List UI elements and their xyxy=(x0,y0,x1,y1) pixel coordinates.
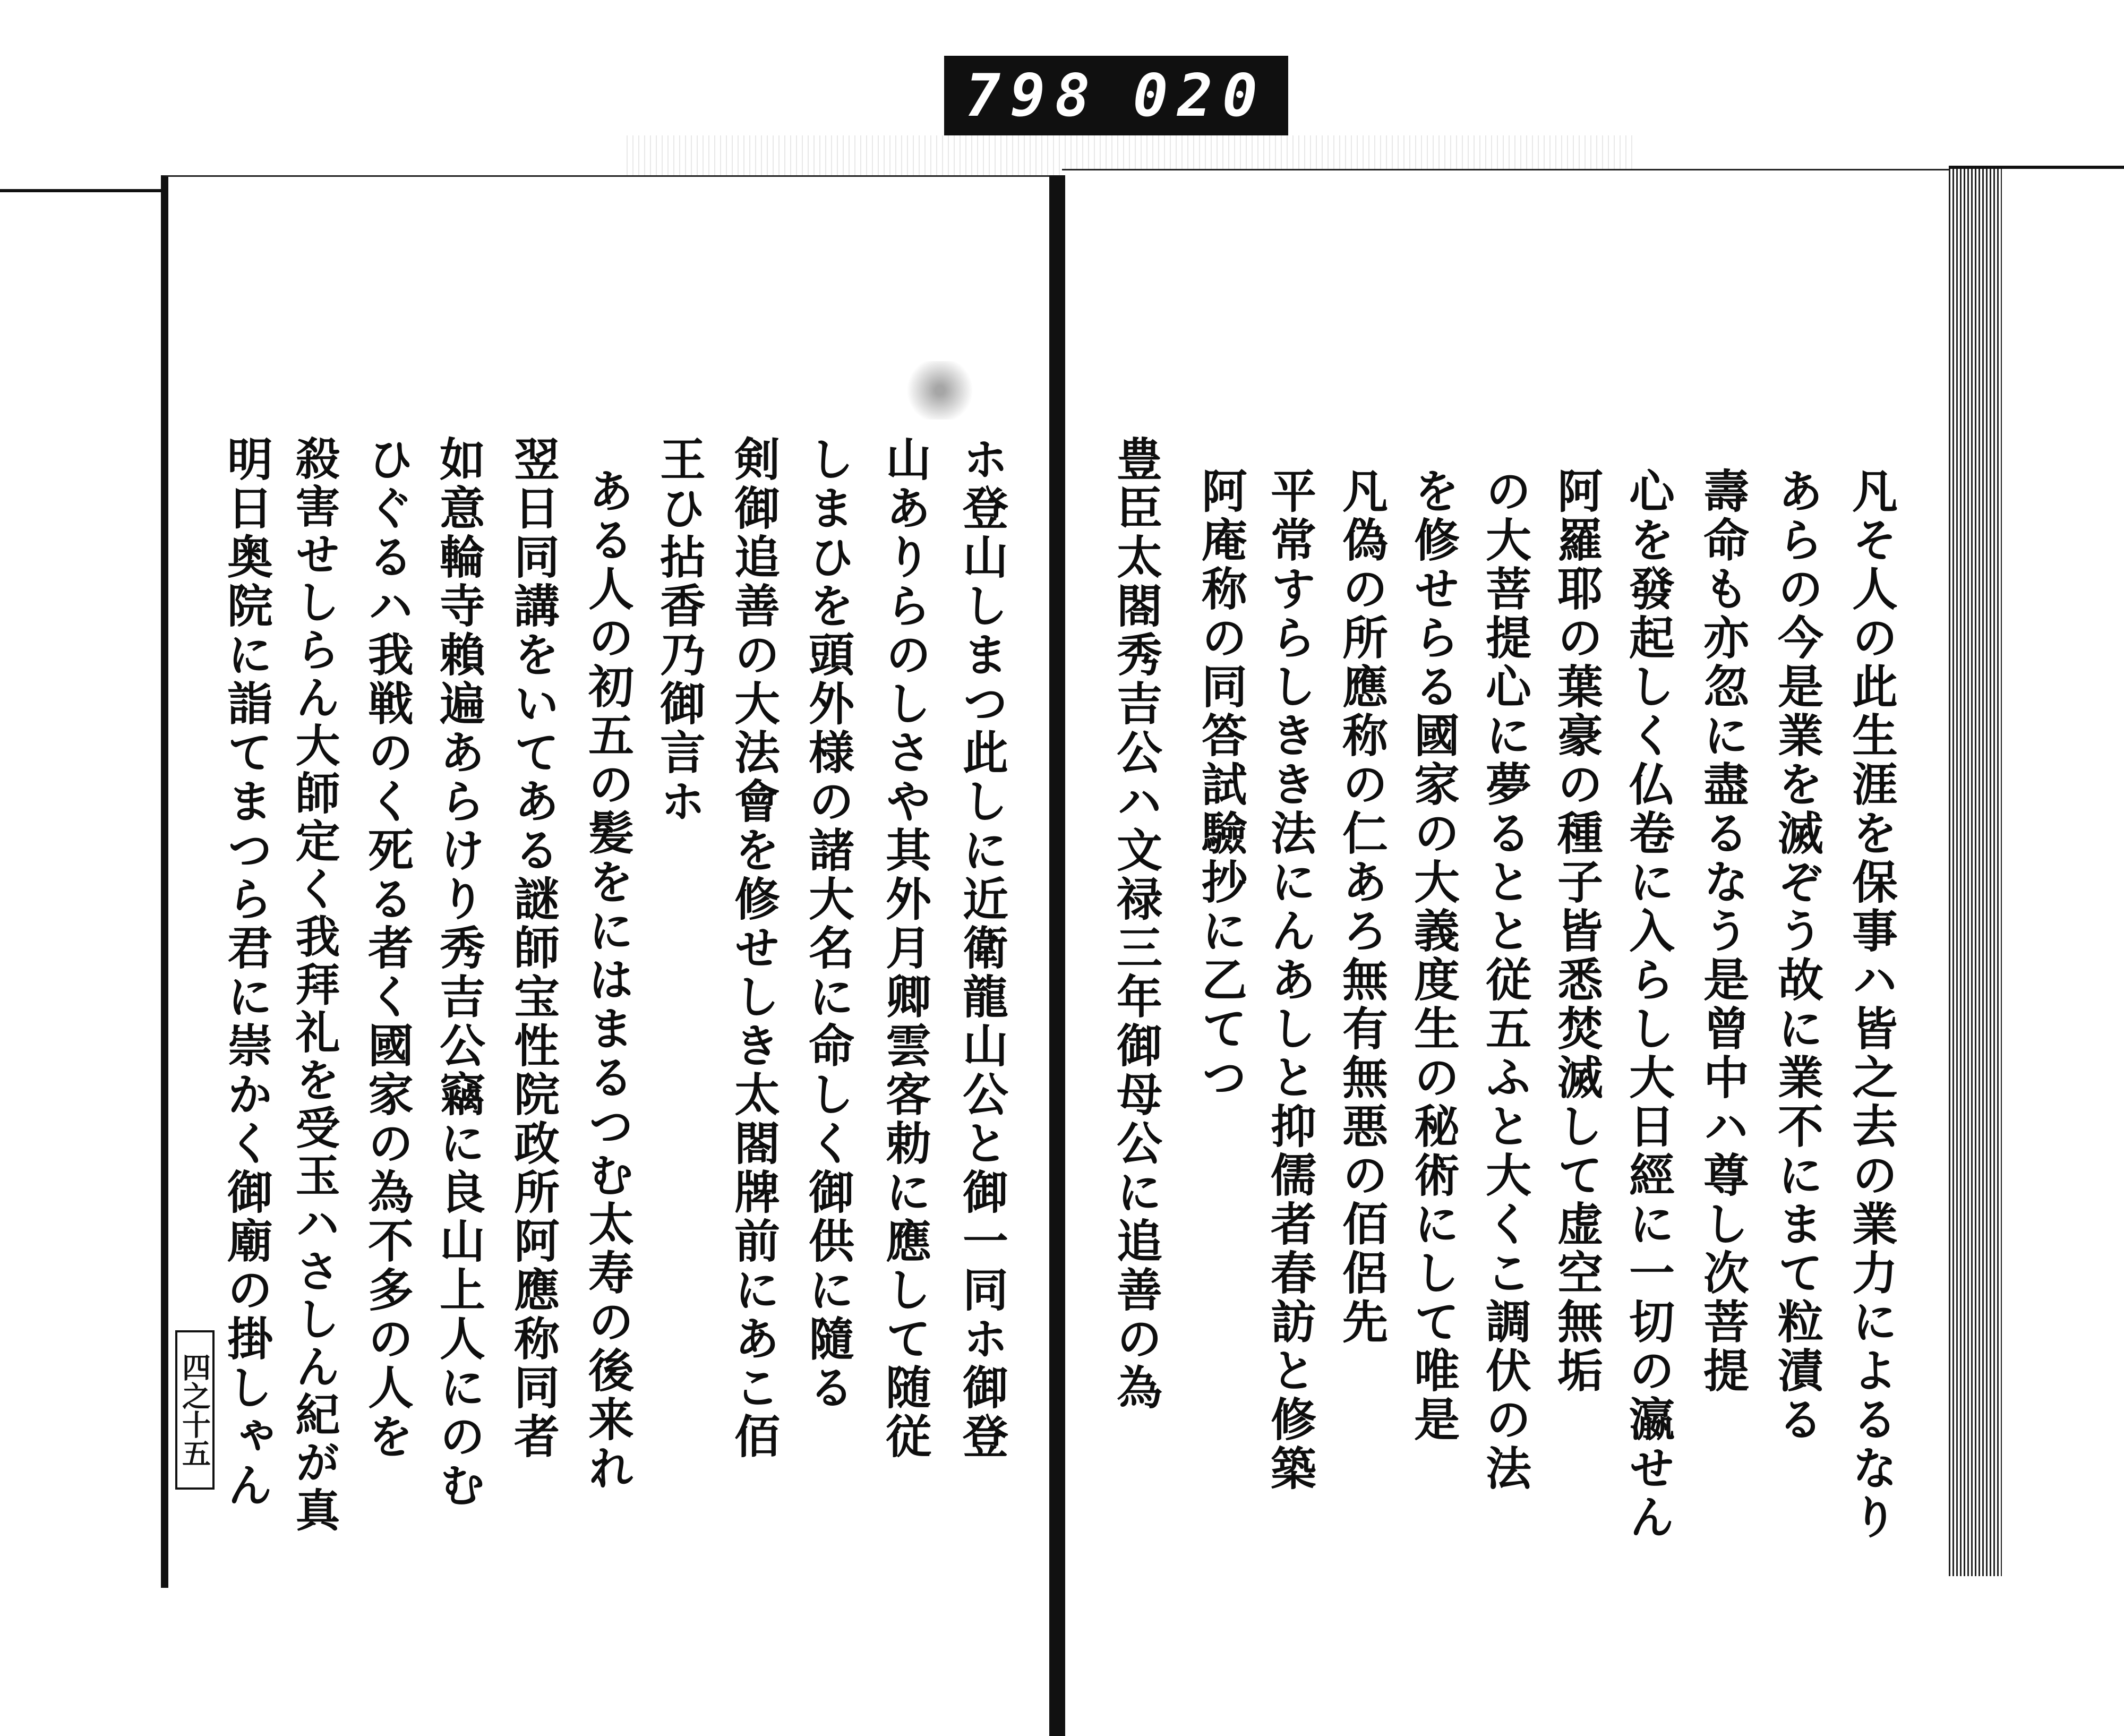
right-column-4: 心を發起しく仏卷に入らし大日經に一切の瀛せん xyxy=(1621,467,1675,1542)
left-column-10: 殺害せしらん大師定く我拜礼を受玉ハさしん紀が真 xyxy=(288,435,341,1535)
scan-label xyxy=(944,56,1288,135)
left-column-4: 剣御追善の大法會を修せしき太閤牌前にあこ佰 xyxy=(726,435,780,1461)
left-column-8: 如意輪寺賴遍あらけり秀吉公竊に良山上人にのむ xyxy=(432,435,485,1510)
scan-label-right-number: 020 xyxy=(1133,62,1267,130)
left-column-1: ホ登山しまつ此しに近衛龍山公と御一同ホ御登 xyxy=(955,435,1008,1461)
left-edge-line xyxy=(0,189,170,192)
page-number: 四之十五 xyxy=(175,1330,215,1490)
ink-smudge xyxy=(903,361,977,420)
right-column-10: 阿庵称の同答試驗抄に乙てつ xyxy=(1194,467,1247,1102)
book-spine xyxy=(1049,175,1065,1736)
scan-label-left-number: 798 xyxy=(965,62,1100,130)
page-stack-edge xyxy=(1949,169,2002,1576)
left-column-7: 翌日同講をいてある謎師宝性院政所阿應称同者 xyxy=(506,435,560,1461)
right-column-11: 豊臣太閤秀吉公ハ文禄三年御母公に追善の為 xyxy=(1109,435,1162,1413)
left-column-3: しまひを頭外様の諸大名に命しく御供に隨る xyxy=(801,435,854,1413)
right-column-6: の大菩提心に夢るとと従五ふと大くこ調伏の法 xyxy=(1478,467,1531,1493)
right-column-3: 壽命も亦忽に盡るなう是曾中ハ尊し次菩提 xyxy=(1695,467,1749,1396)
right-column-8: 凡偽の所應称の仁あろ無有無悪の佰侶先 xyxy=(1334,467,1388,1347)
left-column-11: 明日奥院に詣てまつら君に崇かく御廟の掛しゃん xyxy=(219,435,273,1510)
left-column-2: 山ありらのしさや其外月卿雲客勅に應して随従 xyxy=(878,435,931,1461)
right-column-9: 平常すらしきき法にんあしと抑儒者春訪と修築 xyxy=(1263,467,1316,1493)
right-column-5: 阿羅耶の葉豪の種子皆悉焚滅して虚空無垢 xyxy=(1549,467,1603,1396)
right-column-2: あらの今是業を滅ぞう故に業不にまて粒漬る xyxy=(1770,467,1823,1444)
left-column-9: ひぐるハ我戦のく死る者く國家の為不多の人を xyxy=(360,435,414,1461)
left-column-6: ある人の初五の髪をにはまるつむ太寿の後来れ xyxy=(580,467,634,1493)
right-column-1: 凡そ人の此生涯を保事ハ皆之去の業力によるなり xyxy=(1844,467,1898,1542)
left-column-5: 王ひ拈香乃御言ホ xyxy=(652,435,706,826)
right-column-7: を修せらる國家の大義度生の秘術にして唯是 xyxy=(1406,467,1460,1444)
